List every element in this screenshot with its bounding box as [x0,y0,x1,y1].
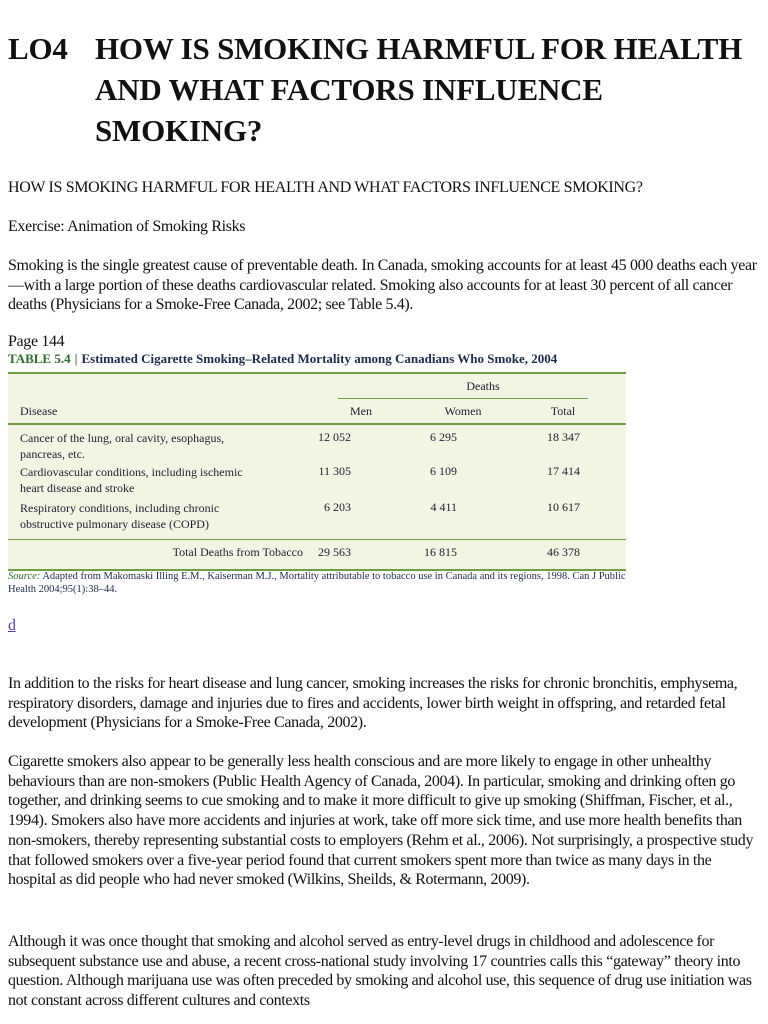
table-label: TABLE 5.4 [8,351,71,366]
intro-paragraph: Smoking is the single greatest cause of preventable death. In Canada, smoking accounts for at least 45 000 deaths each year—with a large portion of these deaths cardiovascular related. Smoking also accounts for at least 30 percent of all cancer deaths (Physicians for a Smoke-Free Canada, 2002; see Table 5.4). [8,257,757,314]
disease-line: Cancer of the lung, oral cavity, esophagus, [20,431,225,445]
table-body [8,372,626,571]
table-cell-total: 18 347 [547,430,580,444]
total-cell-men: 29 563 [318,545,351,559]
total-row-label: Total Deaths from Tobacco [172,545,303,559]
table-cell-women: 6 295 [430,430,457,444]
header-rule [8,423,626,425]
table-cell-total: 17 414 [547,464,580,478]
mortality-table-figure [8,351,626,595]
disease-line: obstructive pulmonary disease (COPD) [20,517,209,531]
body-paragraph: In addition to the risks for heart disease and lung cancer, smoking increases the risks for chronic bronchitis, emphysema, respiratory disorders, damage and injuries due to fires and accidents, lower birth weight in offspring, and retarded fetal development (Physicians for a Smoke-Free Canada, 2002). [8,675,738,732]
learning-objective-number: LO4 [8,31,68,66]
group-header-rule [338,398,588,399]
body-paragraph: Cigarette smokers also appear to be generally less health conscious and are more likely to engage in other unhealthy behaviours than are non-smokers (Public Health Agency of Canada, 2004). In particular, smoking and drinking often go together, and drinking seems to cue smoking and to make it more difficult to give up smoking (Shiffman, Fischer, et al., 1994). Smokers also have more accidents and injuries at work, take off more sick time, and use more health benefits than non-smokers, thereby representing substantial costs to employers (Rehm et al., 2006). Not surprisingly, a prospective study that followed smokers over a five-year period found that current smokers spent more than twice as many days in the hospital as did people who had never smoked (Wilkins, Sheilds, & Rotermann, 2009). [8,753,754,889]
source-label: Source: [8,571,41,582]
disease-line: Respiratory conditions, including chronic [20,501,220,515]
page-title: HOW IS SMOKING HARMFUL FOR HEALTH AND WHAT FACTORS INFLUENCE SMOKING? [95,31,743,148]
source-text: Adapted from Makomaski Illing E.M., Kaiserman M.J., Mortality attributable to tobacco use in Canada and its regions, 1998. Can J Public Health 2004;95(1):38–44. [8,571,626,595]
table-cell-women: 6 109 [430,464,457,478]
disease-line: pancreas, etc. [20,447,85,461]
table-title: Estimated Cigarette Smoking–Related Mortality among Canadians Who Smoke, 2004 [81,351,558,366]
column-header-total: Total [550,404,576,418]
body-paragraph: Although it was once thought that smoking and alcohol served as entry-level drugs in childhood and adolescence for subsequent substance use and abuse, a recent cross-national study involving 17 countries calls this “gateway” theory into question. Although marijuana use was often preceded by smoking and alcohol use, this sequence of drug use initiation was not constant across different cultures and contexts [8,933,752,1010]
footnote-link[interactable]: d [8,617,16,634]
table-cell-men: 11 305 [318,464,351,478]
column-header-women: Women [444,404,482,418]
table-cell-women: 4 411 [430,500,457,514]
column-header-men: Men [350,404,372,418]
table-caption-separator: | [74,351,78,366]
table-cell-men: 12 052 [318,430,351,444]
section-subheading: HOW IS SMOKING HARMFUL FOR HEALTH AND WHAT FACTORS INFLUENCE SMOKING? [8,179,643,196]
table-cell-total: 10 617 [547,500,580,514]
disease-line: heart disease and stroke [20,481,135,495]
table-caption [8,351,626,371]
total-cell-women: 16 815 [424,545,457,559]
total-cell-total: 46 378 [547,545,580,559]
table-source-note [8,570,626,596]
table-cell-men: 6 203 [324,500,351,514]
footnote-link-row [8,616,758,636]
deaths-group-header: Deaths [466,379,500,393]
page-heading [8,28,748,151]
page-number-label: Page 144 [8,333,65,350]
total-rule [8,539,626,540]
column-header-disease: Disease [20,404,58,418]
disease-line: Cardiovascular conditions, including ischemic [20,465,243,479]
exercise-label: Exercise: Animation of Smoking Risks [8,218,246,235]
